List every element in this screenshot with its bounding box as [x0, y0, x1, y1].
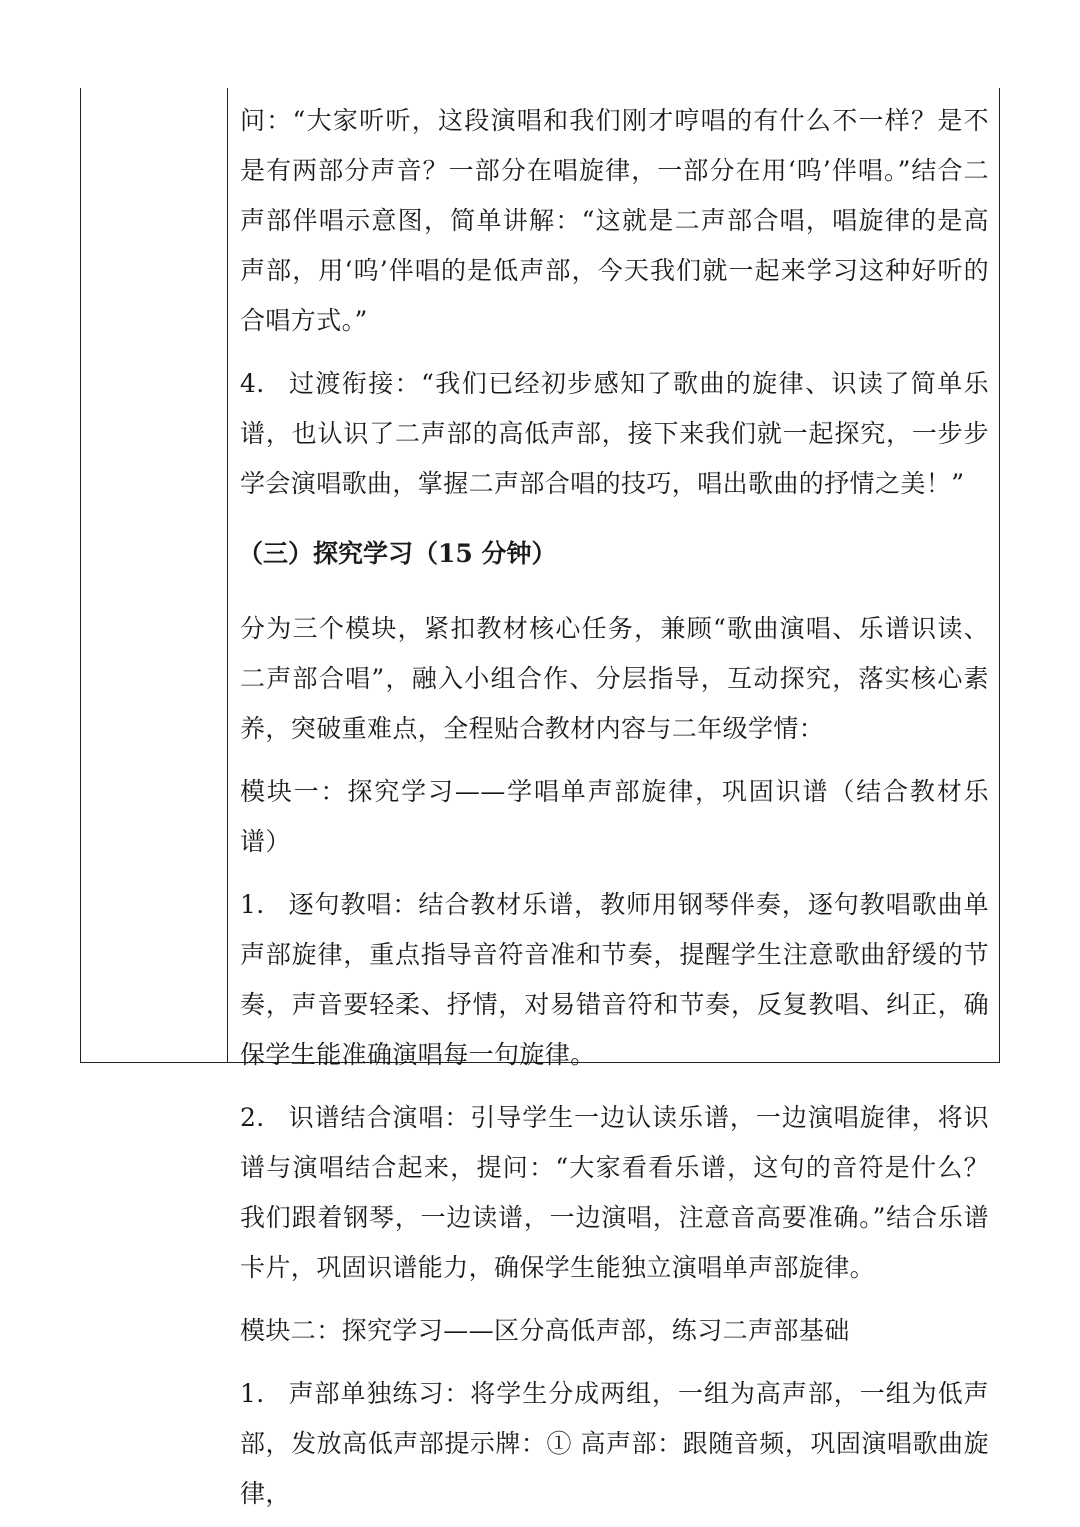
list-number: 1.	[240, 890, 265, 919]
lesson-plan-table	[80, 88, 1000, 1508]
table-right-cell	[228, 88, 999, 1508]
paragraph-text: 模块二：探究学习——区分高低声部，练习二声部基础	[240, 1316, 850, 1345]
paragraph-question	[240, 96, 989, 346]
paragraph-step-2	[240, 1093, 989, 1293]
table-left-cell	[81, 88, 228, 1062]
paragraph-text: 问：“大家听听，这段演唱和我们刚才哼唱的有什么不一样？是不是有两部分声音？一部分在唱旋律，一部分在用‘呜’伴唱。”结合二声部伴唱示意图，简单讲解：“这就是二声部合唱，唱旋律的是高声部，用‘呜’伴唱的是低声部，今天我们就一起来学习这种好听的合唱方式。”	[240, 106, 989, 335]
list-number: 2.	[240, 1103, 265, 1132]
paragraph-intro	[240, 604, 989, 754]
paragraph-text: 逐句教唱：结合教材乐谱，教师用钢琴伴奏，逐句教唱歌曲单声部旋律，重点指导音符音准和节奏，提醒学生注意歌曲舒缓的节奏，声音要轻柔、抒情，对易错音符和节奏，反复教唱、纠正，确保学生能准确演唱每一句旋律。	[240, 890, 989, 1069]
list-number: 4.	[240, 369, 265, 398]
paragraph-text: 模块一：探究学习——学唱单声部旋律，巩固识谱（结合教材乐谱）	[240, 777, 989, 856]
list-number: 1.	[240, 1379, 265, 1408]
paragraph-voice-practice	[240, 1369, 989, 1519]
paragraph-text: 声部单独练习：将学生分成两组，一组为高声部，一组为低声部，发放高低声部提示牌：① 高声部：跟随音频，巩固演唱歌曲旋律，	[240, 1379, 989, 1508]
paragraph-text: 识谱结合演唱：引导学生一边认读乐谱，一边演唱旋律，将识谱与演唱结合起来，提问：“大家看看乐谱，这句的音符是什么？我们跟着钢琴，一边读谱，一边演唱，注意音高要准确。”结合乐谱卡片，巩固识谱能力，确保学生能独立演唱单声部旋律。	[240, 1103, 989, 1282]
paragraph-text: 过渡衔接：“我们已经初步感知了歌曲的旋律、识读了简单乐谱，也认识了二声部的高低声部，接下来我们就一起探究，一步步学会演唱歌曲，掌握二声部合唱的技巧，唱出歌曲的抒情之美！”	[240, 369, 989, 498]
module-two-title	[240, 1306, 989, 1356]
section-heading: （三）探究学习（15 分钟）	[238, 539, 557, 568]
paragraph-transition	[240, 359, 989, 509]
paragraph-text: 分为三个模块，紧扣教材核心任务，兼顾“歌曲演唱、乐谱识读、二声部合唱”，融入小组合作、分层指导，互动探究，落实核心素养，突破重难点，全程贴合教材内容与二年级学情：	[240, 614, 989, 743]
module-one-title	[240, 767, 989, 867]
paragraph-step-1	[240, 880, 989, 1080]
